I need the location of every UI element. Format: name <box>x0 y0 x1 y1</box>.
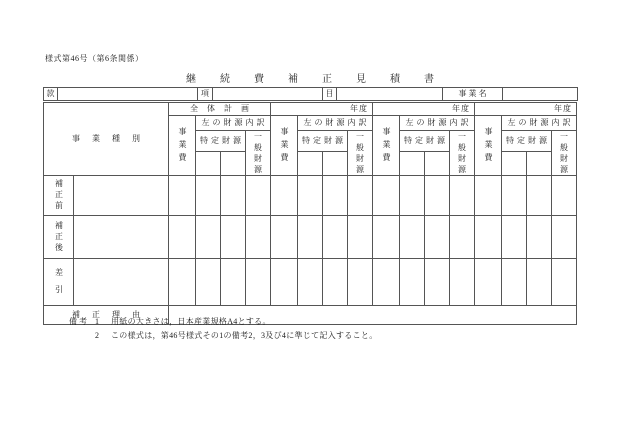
notes-section <box>69 315 589 343</box>
project-cost-header-text: 事業費 <box>484 127 493 167</box>
project-cost-header <box>373 116 400 176</box>
item-label-cell: 項 <box>198 88 213 101</box>
general-fund-line1: 一般 <box>254 132 265 152</box>
fund-breakdown-header: 左の財源内訳 <box>298 116 373 131</box>
table-row-difference <box>44 259 577 306</box>
page-title <box>43 69 577 87</box>
general-fund-line2: 財源 <box>560 154 571 174</box>
section-value-cell <box>58 88 198 101</box>
general-fund-header <box>246 131 271 176</box>
data-cell <box>323 259 348 306</box>
specific-fund-blank-cell <box>221 152 246 176</box>
table-row-before-correction <box>44 176 577 216</box>
note-item <box>69 315 589 329</box>
notes-heading: 備考 <box>69 317 89 326</box>
specific-fund-header: 特定財源 <box>196 131 246 152</box>
data-cell <box>246 216 271 259</box>
data-cell <box>271 176 298 216</box>
project-name-value-cell <box>503 88 578 101</box>
note-item <box>69 329 589 343</box>
row-label-before-text: 補正前 <box>54 179 64 213</box>
data-cell <box>475 176 502 216</box>
data-cell <box>246 259 271 306</box>
data-cell <box>169 216 196 259</box>
group-title-fiscal-year-1: 年度 <box>271 103 373 116</box>
data-cell <box>271 216 298 259</box>
data-cell <box>221 216 246 259</box>
form-number: 様式第46号（第6条関係） <box>45 54 144 63</box>
data-cell <box>425 176 450 216</box>
data-cell <box>246 176 271 216</box>
fund-breakdown-header: 左の財源内訳 <box>196 116 271 131</box>
species-cell <box>74 216 169 259</box>
fund-breakdown-header: 左の財源内訳 <box>400 116 475 131</box>
data-cell <box>502 259 527 306</box>
data-cell <box>169 176 196 216</box>
data-cell <box>221 176 246 216</box>
specific-fund-blank-cell <box>196 152 221 176</box>
notes-heading-spacer <box>69 329 95 343</box>
info-table <box>43 87 578 101</box>
project-cost-header <box>475 116 502 176</box>
project-cost-header-text: 事業費 <box>382 127 391 167</box>
specific-fund-blank-cell <box>425 152 450 176</box>
business-type-header: 事業種別 <box>44 103 169 176</box>
page-title-text: 継続費補正見積書 <box>186 74 458 85</box>
detail-label-cell: 目 <box>323 88 337 101</box>
general-fund-line1: 一般 <box>560 132 571 152</box>
item-value-cell <box>213 88 323 101</box>
data-cell <box>552 176 577 216</box>
data-cell <box>196 176 221 216</box>
data-cell <box>196 216 221 259</box>
species-cell <box>74 259 169 306</box>
general-fund-line1: 一般 <box>458 132 469 152</box>
data-cell <box>552 216 577 259</box>
data-cell <box>450 216 475 259</box>
project-cost-header-text: 事業費 <box>280 127 289 167</box>
row-label-difference <box>44 259 74 306</box>
group-title-fiscal-year-2: 年度 <box>373 103 475 116</box>
data-cell <box>298 259 323 306</box>
data-cell <box>552 259 577 306</box>
data-cell <box>271 259 298 306</box>
table-row-after-correction <box>44 216 577 259</box>
project-name-label-cell: 事業名 <box>443 88 503 101</box>
specific-fund-header: 特定財源 <box>400 131 450 152</box>
section-label-cell: 款 <box>44 88 58 101</box>
specific-fund-blank-cell <box>298 152 323 176</box>
general-fund-header <box>450 131 475 176</box>
note-number: 2 <box>95 331 99 340</box>
data-cell <box>196 259 221 306</box>
project-cost-header <box>271 116 298 176</box>
data-cell <box>169 259 196 306</box>
data-cell <box>425 259 450 306</box>
project-cost-header <box>169 116 196 176</box>
data-cell <box>400 216 425 259</box>
row-label-difference-text: 差引 <box>54 268 64 302</box>
data-cell <box>400 176 425 216</box>
general-fund-line2: 財源 <box>356 154 367 174</box>
data-cell <box>475 216 502 259</box>
general-fund-line1: 一般 <box>356 132 367 152</box>
specific-fund-header: 特定財源 <box>298 131 348 152</box>
data-cell <box>527 216 552 259</box>
fund-breakdown-header: 左の財源内訳 <box>502 116 577 131</box>
group-title-overall-plan: 全体計画 <box>169 103 271 116</box>
data-cell <box>348 216 373 259</box>
data-cell <box>502 176 527 216</box>
data-cell <box>450 176 475 216</box>
row-label-after <box>44 216 74 259</box>
note-text: 用紙の大きさは，日本産業規格A4とする。 <box>111 317 271 326</box>
specific-fund-blank-cell <box>323 152 348 176</box>
info-row <box>44 88 578 101</box>
data-cell <box>298 216 323 259</box>
row-label-before <box>44 176 74 216</box>
specific-fund-header: 特定財源 <box>502 131 552 152</box>
data-cell <box>400 259 425 306</box>
data-cell <box>527 259 552 306</box>
note-text: この様式は，第46号様式その1の備考2，3及び4に準じて記入すること。 <box>111 331 378 340</box>
data-cell <box>502 216 527 259</box>
data-cell <box>373 216 400 259</box>
general-fund-line2: 財源 <box>458 154 469 174</box>
data-cell <box>323 176 348 216</box>
data-cell <box>373 176 400 216</box>
data-cell <box>450 259 475 306</box>
data-cell <box>348 176 373 216</box>
general-fund-header <box>348 131 373 176</box>
data-cell <box>475 259 502 306</box>
project-cost-header-text: 事業費 <box>178 127 187 167</box>
data-cell <box>298 176 323 216</box>
group-title-fiscal-year-3: 年度 <box>475 103 577 116</box>
detail-value-cell <box>337 88 443 101</box>
header-row-groups <box>44 103 577 116</box>
data-cell <box>221 259 246 306</box>
data-cell <box>425 216 450 259</box>
data-cell <box>323 216 348 259</box>
specific-fund-blank-cell <box>502 152 527 176</box>
data-cell <box>527 176 552 216</box>
estimate-table <box>43 102 577 325</box>
species-cell <box>74 176 169 216</box>
data-cell <box>373 259 400 306</box>
data-cell <box>348 259 373 306</box>
general-fund-line2: 財源 <box>254 154 265 174</box>
specific-fund-blank-cell <box>527 152 552 176</box>
specific-fund-blank-cell <box>400 152 425 176</box>
reason-label-cell: 補正理由 <box>44 305 169 324</box>
row-label-after-text: 補正後 <box>54 220 64 254</box>
general-fund-header <box>552 131 577 176</box>
note-number: 1 <box>95 317 99 326</box>
